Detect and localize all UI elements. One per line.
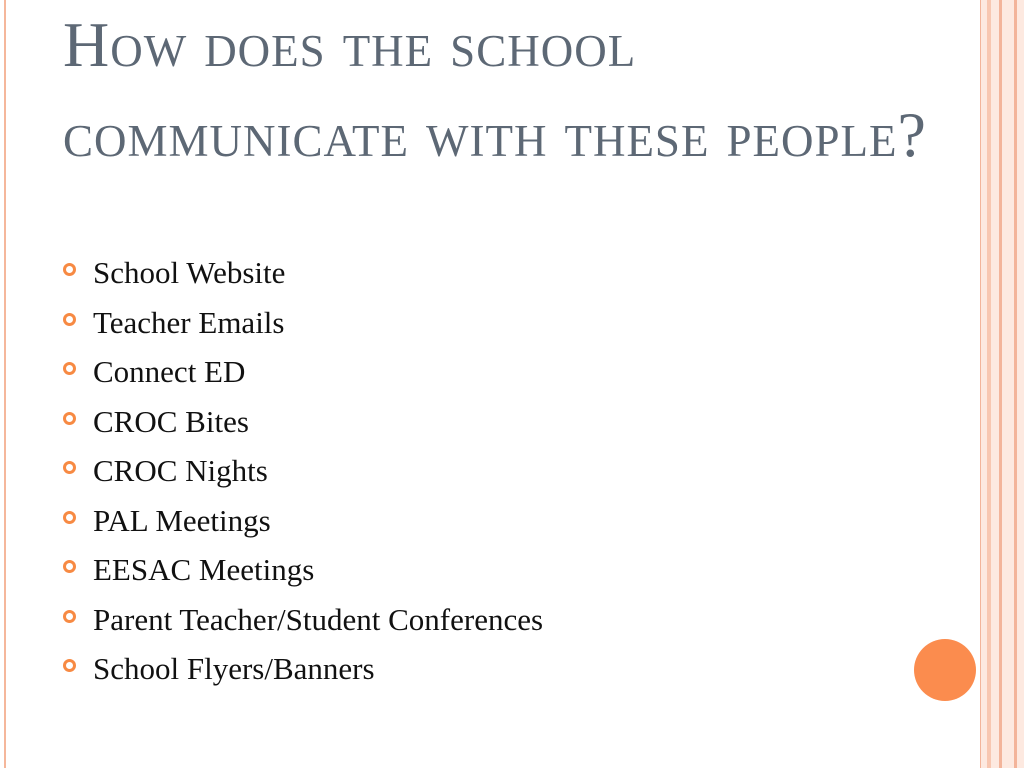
decorative-orange-circle — [914, 639, 976, 701]
list-item — [63, 351, 543, 401]
bullet-ring-icon — [63, 610, 76, 623]
border-stripe — [1002, 0, 1014, 768]
list-item-text: Teacher Emails — [93, 304, 285, 340]
bullet-list — [63, 252, 543, 698]
bullet-ring-icon — [63, 560, 76, 573]
list-item — [63, 599, 543, 649]
list-item — [63, 302, 543, 352]
list-item — [63, 252, 543, 302]
list-item-text: School Website — [93, 255, 286, 290]
list-item-text: Connect ED — [93, 354, 246, 389]
left-border-line — [4, 0, 6, 768]
bullet-ring-icon — [63, 659, 76, 672]
list-item-text: Parent Teacher/Student Conferences — [93, 601, 544, 637]
right-decorative-border — [980, 0, 1024, 768]
border-stripe — [991, 0, 999, 768]
list-item-text: EESAC Meetings — [93, 552, 315, 587]
list-item — [63, 401, 543, 451]
bullet-ring-icon — [63, 412, 76, 425]
list-item — [63, 549, 543, 599]
bullet-ring-icon — [63, 511, 76, 524]
bullet-ring-icon — [63, 461, 76, 474]
list-item — [63, 500, 543, 550]
border-stripe — [1017, 0, 1024, 768]
bullet-ring-icon — [63, 263, 76, 276]
list-item — [63, 450, 543, 500]
bullet-ring-icon — [63, 362, 76, 375]
list-item-text: CROC Bites — [93, 403, 249, 439]
bullet-ring-icon — [63, 313, 76, 326]
slide-title: How does the school communicate with these people? — [63, 9, 927, 170]
list-item-text: CROC Nights — [93, 453, 268, 488]
list-item-text: PAL Meetings — [93, 502, 271, 538]
list-item — [63, 648, 543, 698]
list-item-text: School Flyers/Banners — [93, 651, 375, 686]
